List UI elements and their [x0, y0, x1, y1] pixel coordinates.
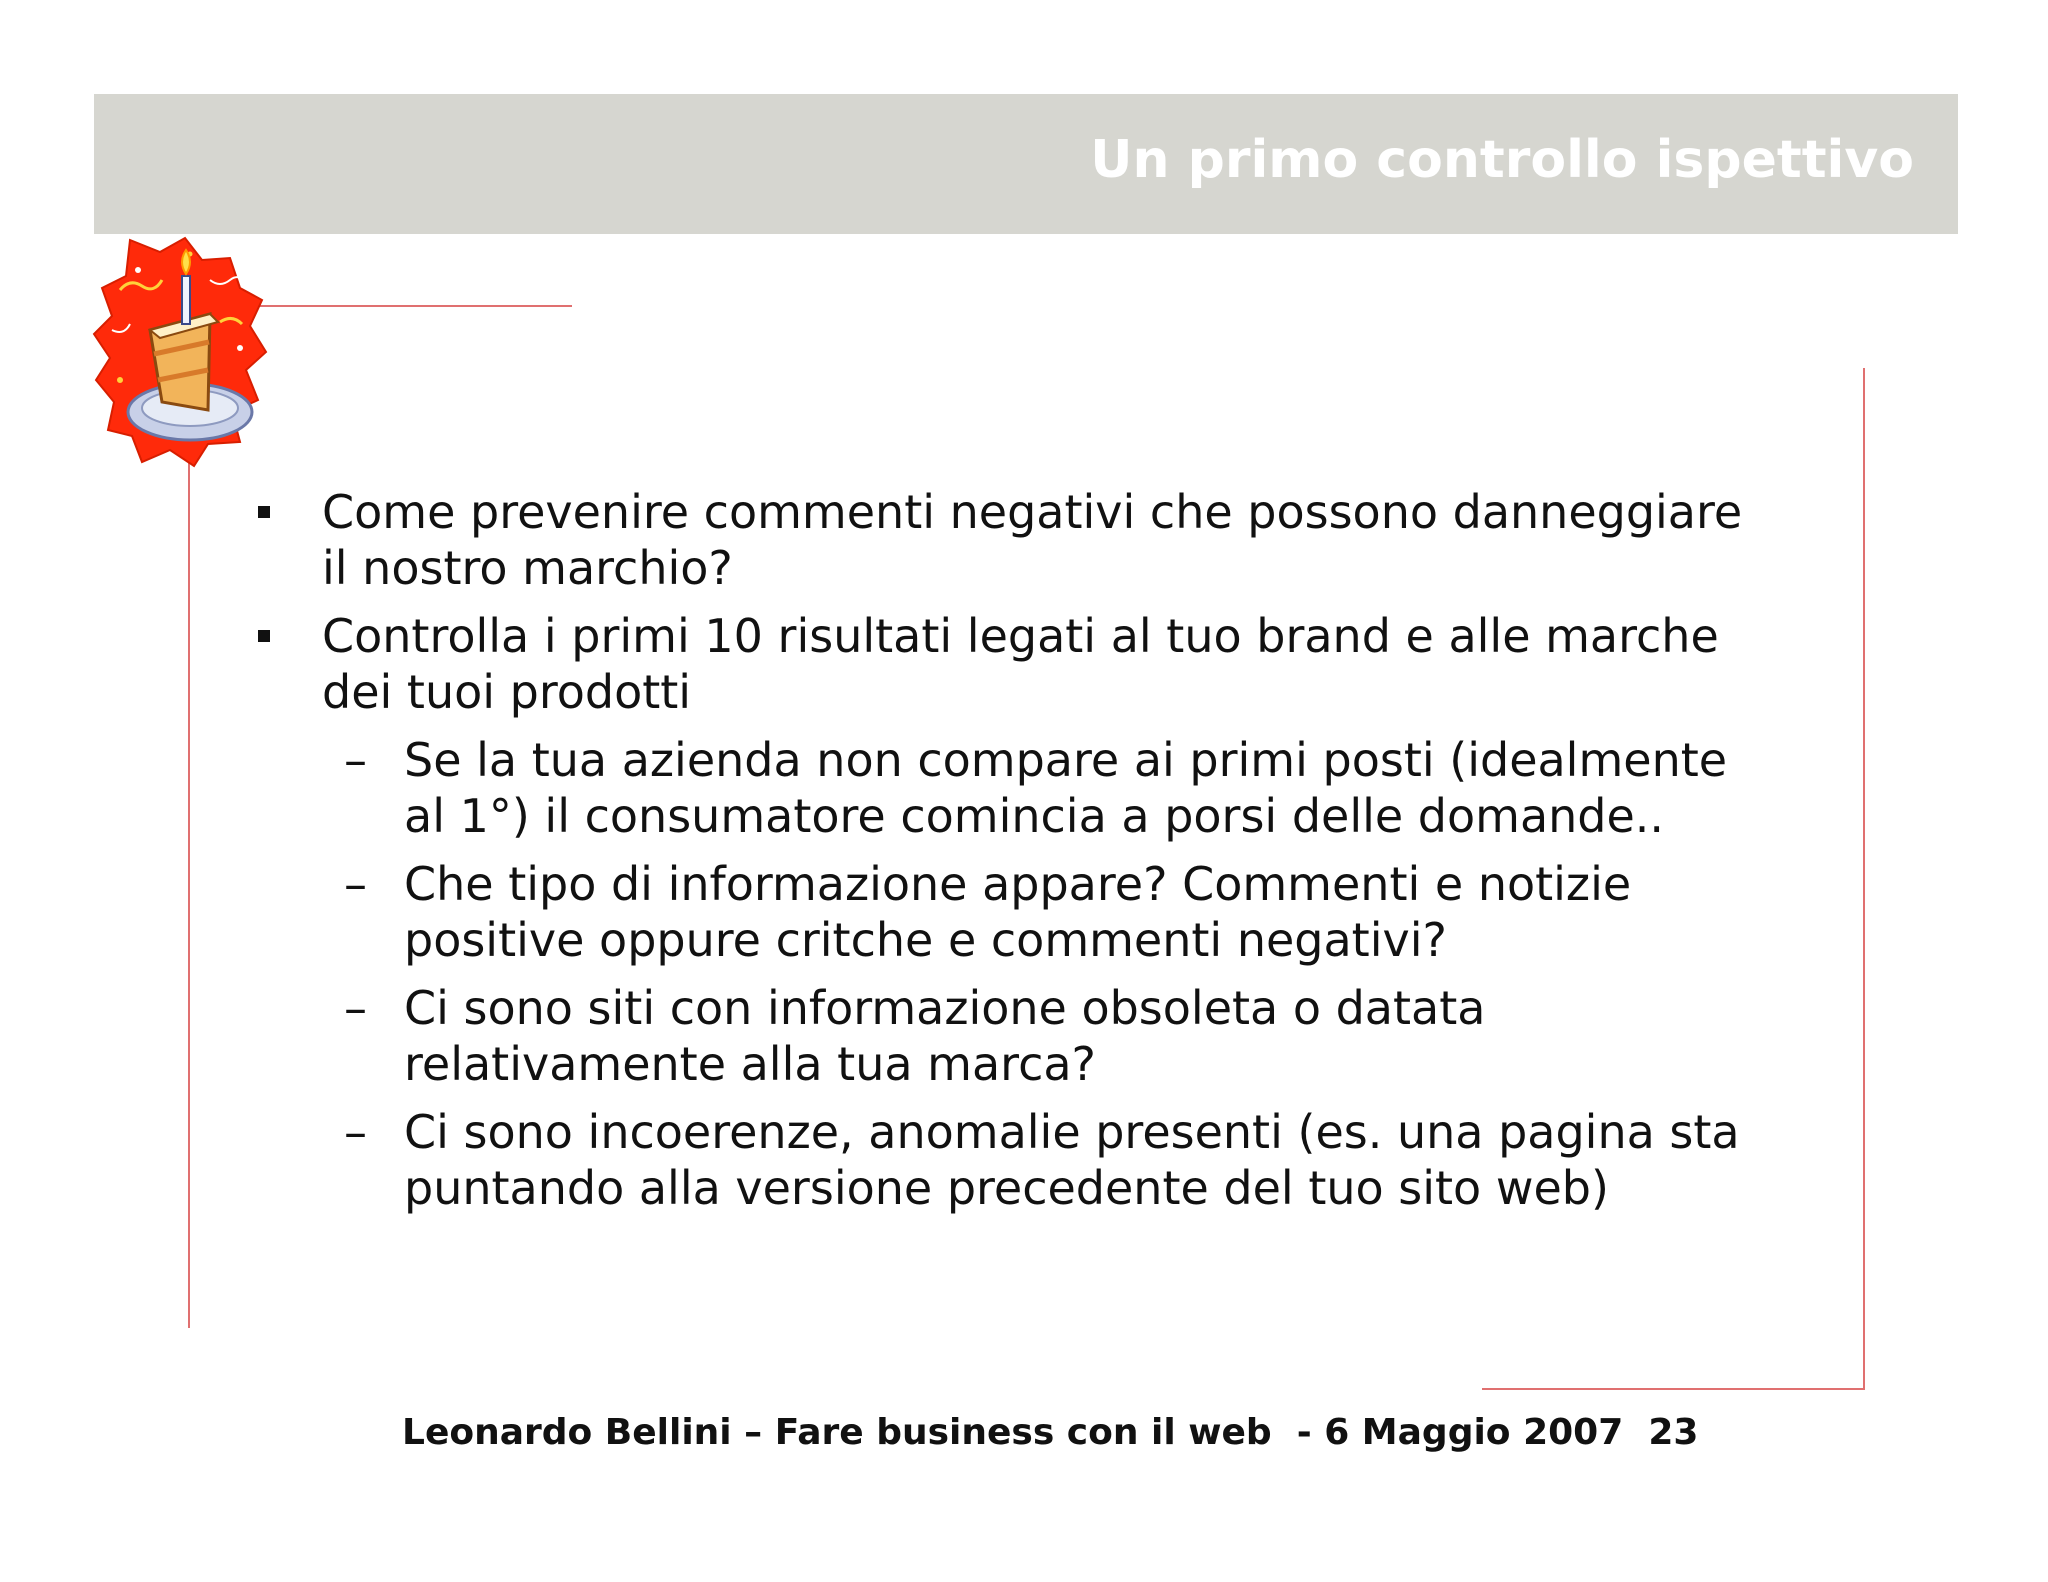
bullet-line: il nostro marchio?: [322, 541, 733, 595]
bullet-item-1: [250, 484, 1810, 596]
bullet-line: Come prevenire commenti negativi che possono danneggiare: [322, 485, 1743, 539]
square-bullet-icon: [258, 506, 270, 518]
birthday-cake-slice-icon: [90, 230, 270, 470]
sub-item-line: Che tipo di informazione appare? Commenti e notizie: [404, 857, 1632, 911]
sub-item-line: relativamente alla tua marca?: [404, 1037, 1096, 1091]
sub-item-line: al 1°) il consumatore comincia a porsi delle domande..: [404, 789, 1665, 843]
sub-item-3: [250, 980, 1810, 1092]
slide-title: Un primo controllo ispettivo: [1090, 130, 1914, 190]
sub-item-line: Ci sono incoerenze, anomalie presenti (es. una pagina sta: [404, 1105, 1740, 1159]
sub-item-1: [250, 732, 1810, 844]
decorative-rule-top: [250, 305, 572, 307]
slide-content: [250, 484, 1810, 1228]
decorative-rule-right: [1863, 368, 1865, 1390]
sub-item-line: Ci sono siti con informazione obsoleta o datata: [404, 981, 1486, 1035]
decorative-rule-left: [188, 460, 190, 1328]
sub-item-line: Se la tua azienda non compare ai primi posti (idealmente: [404, 733, 1728, 787]
decorative-rule-bottom: [1482, 1388, 1865, 1390]
bullet-line: dei tuoi prodotti: [322, 665, 692, 719]
dash-bullet-icon: –: [344, 857, 367, 911]
dash-bullet-icon: –: [344, 1105, 367, 1159]
slide-footer: Leonardo Bellini – Fare business con il web - 6 Maggio 2007 23: [402, 1412, 1699, 1453]
square-bullet-icon: [258, 630, 270, 642]
sub-item-line: positive oppure critche e commenti negativi?: [404, 913, 1447, 967]
bullet-item-2: [250, 608, 1810, 720]
sub-item-line: puntando alla versione precedente del tuo sito web): [404, 1161, 1609, 1215]
dash-bullet-icon: –: [344, 981, 367, 1035]
sub-item-4: [250, 1104, 1810, 1216]
dash-bullet-icon: –: [344, 733, 367, 787]
bullet-line: Controlla i primi 10 risultati legati al tuo brand e alle marche: [322, 609, 1719, 663]
header-bar: [94, 94, 1958, 234]
sub-item-2: [250, 856, 1810, 968]
